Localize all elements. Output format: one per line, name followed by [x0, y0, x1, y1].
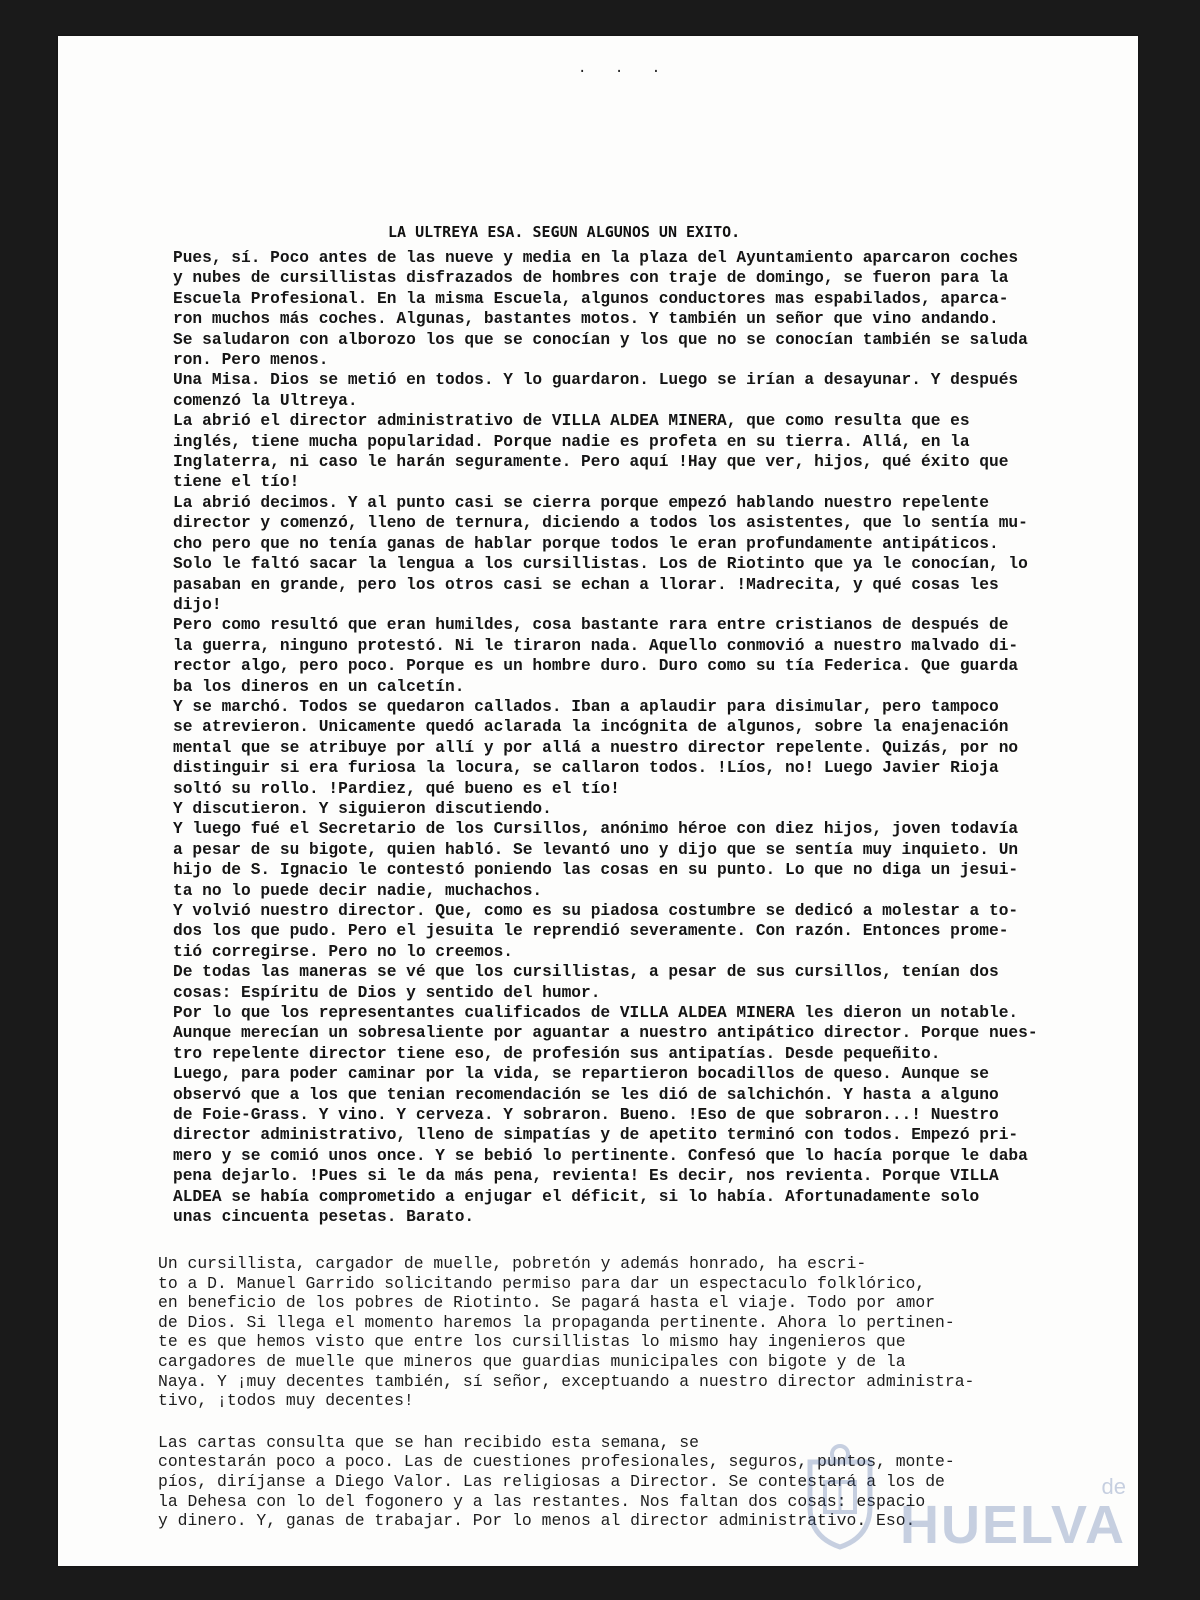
text-line: ta no lo puede decir nadie, muchachos.: [173, 881, 543, 900]
text-line: to a D. Manuel Garrido solicitando permiso para dar un espectaculo folklórico,: [158, 1273, 926, 1293]
text-line: Las cartas consulta que se han recibido esta semana, se: [158, 1432, 699, 1452]
archive-watermark: [790, 1442, 1126, 1555]
city-seal-icon: [790, 1442, 890, 1552]
text-line: tiene el tío!: [173, 473, 300, 492]
text-line: ba los dineros en un calcetín.: [173, 677, 465, 696]
text-line: comenzó la Ultreya.: [173, 391, 358, 410]
text-line: y nubes de cursillistas disfrazados de hombres con traje de domingo, se fueron para la: [173, 269, 1009, 288]
text-line: a pesar de su bigote, quien habló. Se levantó uno y dijo que se sentía muy inquieto. Un: [173, 840, 1019, 859]
text-line: Luego, para poder caminar por la vida, se repartieron bocadillos de queso. Aunque se: [173, 1065, 989, 1084]
watermark-small-text: de: [1101, 1474, 1126, 1499]
text-line: ron. Pero menos.: [173, 351, 329, 370]
text-line: de Foie-Grass. Y vino. Y cerveza. Y sobraron. Bueno. !Eso de que sobraron...! Nuestro: [173, 1106, 999, 1125]
text-line: hijo de S. Ignacio le contestó poniendo las cosas en su punto. Lo que no diga un jesui-: [173, 861, 1019, 880]
text-line: La abrió decimos. Y al punto casi se cierra porque empezó hablando nuestro repelente: [173, 493, 989, 512]
text-line: Pues, sí. Poco antes de las nueve y media en la plaza del Ayuntamiento aparcaron coches: [173, 249, 1019, 267]
paragraph: [173, 370, 1123, 411]
text-line: Solo le faltó sacar la lengua a los cursillistas. Los de Riotinto que ya le conocían, lo: [173, 555, 1028, 574]
text-line: Naya. Y ¡muy decentes también, sí señor, exceptuando a nuestro director administra-: [158, 1371, 975, 1391]
text-line: director y comenzó, lleno de ternura, diciendo a todos los asistentes, que lo sentía mu-: [173, 514, 1028, 533]
text-line: soltó su rollo. !Pardiez, qué bueno es el tío!: [173, 779, 620, 798]
text-line: Escuela Profesional. En la misma Escuela, algunos conductores mas espabilados, aparca-: [173, 289, 1009, 308]
text-line: cargadores de muelle que mineros que guardias municipales con bigote y de la: [158, 1351, 906, 1371]
text-line: De todas las maneras se vé que los cursillistas, a pesar de sus cursillos, tenían dos: [173, 963, 999, 982]
text-line: te es que hemos visto que entre los cursillistas lo mismo hay ingenieros que: [158, 1332, 906, 1352]
watermark-big-text: HUELVA: [900, 1495, 1126, 1555]
text-line: mental que se atribuye por allí y por allá a nuestro director repelente. Quizás, por no: [173, 738, 1019, 757]
text-line: pena dejarlo. !Pues si le da más pena, revienta! Es decir, nos revienta. Porque VILLA: [173, 1167, 999, 1186]
text-line: pasaban en grande, pero los otros casi se echan a llorar. !Madrecita, y qué cosas les: [173, 575, 999, 594]
text-line: Y discutieron. Y siguieron discutiendo.: [173, 799, 552, 818]
text-line: cosas: Espíritu de Dios y sentido del humor.: [173, 983, 601, 1002]
text-line: Pero como resultó que eran humildes, cosa bastante rara entre cristianos de después de: [173, 616, 1009, 635]
text-line: dos los que pudo. Pero el jesuita le reprendió severamente. Con razón. Entonces prome-: [173, 922, 1009, 941]
text-line: observó que a los que tenian recomendación se les dió de salchichón. Y hasta a alguno: [173, 1085, 999, 1104]
main-body: [173, 248, 1123, 1228]
text-line: mero y se comió unos once. Y se bebió lo pertinente. Confesó que lo hacía porque le daba: [173, 1146, 1028, 1165]
text-line: píos, diríjanse a Diego Valor. Las religiosas a Director. Se contestará a los de: [158, 1471, 945, 1491]
text-line: Y volvió nuestro director. Que, como es su piadosa costumbre se dedicó a molestar a to-: [173, 902, 1019, 920]
text-line: contestarán poco a poco. Las de cuestiones profesionales, seguros, puntos, monte-: [158, 1452, 955, 1472]
document-sheet: [58, 36, 1138, 1566]
text-line: y dinero. Y, ganas de trabajar. Por lo menos al director administrativo. Eso.: [158, 1511, 916, 1531]
text-line: La abrió el director administrativo de VILLA ALDEA MINERA, que como resulta que es: [173, 412, 970, 431]
text-line: la guerra, ninguno protestó. Ni le tiraron nada. Aquello conmovió a nuestro malvado di-: [173, 636, 1019, 655]
text-line: rector algo, pero poco. Porque es un hombre duro. Duro como su tía Federica. Que guarda: [173, 657, 1019, 676]
text-line: Aunque merecían un sobresaliente por aguantar a nuestro antipático director. Porque nues-: [173, 1024, 1038, 1043]
text-line: director administrativo, lleno de simpatías y de apetito terminó con todos. Empezó pri-: [173, 1126, 1019, 1145]
text-line: se atrevieron. Unicamente quedó aclarada la incógnita de algunos, sobre la enajenación: [173, 718, 1009, 737]
text-line: cho pero que no tenía ganas de hablar porque todos le eran profundamente antipáticos.: [173, 534, 999, 553]
text-line: Y luego fué el Secretario de los Cursillos, anónimo héroe con diez hijos, joven todavía: [173, 820, 1019, 839]
document-title: LA ULTREYA ESA. SEGUN ALGUNOS UN EXITO.: [388, 223, 741, 241]
text-line: ALDEA se había comprometido a enjugar el déficit, si lo había. Afortunadamente solo: [173, 1187, 980, 1206]
paragraph: [173, 411, 1123, 493]
paragraph-gap: [158, 1411, 1118, 1433]
paragraph: [173, 615, 1123, 1227]
text-line: tro repelente director tiene eso, de profesión sus antipatías. Desde pequeñito.: [173, 1044, 941, 1063]
text-line: Un cursillista, cargador de muelle, pobretón y además honrado, ha escri-: [158, 1254, 867, 1273]
text-line: en beneficio de los pobres de Riotinto. Se pagará hasta el viaje. Todo por amor: [158, 1293, 936, 1313]
text-line: ron muchos más coches. Algunas, bastantes motos. Y también un señor que vino andando.: [173, 310, 999, 329]
text-line: Una Misa. Dios se metió en todos. Y lo guardaron. Luego se irían a desayunar. Y después: [173, 371, 1019, 390]
text-line: la Dehesa con lo del fogonero y a las restantes. Nos faltan dos cosas: espacio: [158, 1491, 926, 1511]
text-line: tió corregirse. Pero no lo creemos.: [173, 942, 513, 961]
text-line: Y se marchó. Todos se quedaron callados. Iban a aplaudir para disimular, pero tampoco: [173, 697, 999, 716]
paragraph: [173, 248, 1123, 370]
paragraph: [158, 1254, 1118, 1411]
text-line: Inglaterra, ni caso le harán seguramente. Pero aquí !Hay que ver, hijos, qué éxito que: [173, 453, 1009, 472]
text-line: inglés, tiene mucha popularidad. Porque nadie es profeta en su tierra. Allá, en la: [173, 432, 970, 451]
text-line: de Dios. Si llega el momento haremos la propaganda pertinente. Ahora lo pertinen-: [158, 1312, 955, 1332]
text-line: Por lo que los representantes cualificados de VILLA ALDEA MINERA les dieron un notable.: [173, 1004, 1019, 1023]
text-line: Se saludaron con alborozo los que se conocían y los que no se conocían también se saluda: [173, 330, 1028, 349]
text-line: tivo, ¡todos muy decentes!: [158, 1391, 414, 1411]
text-line: dijo!: [173, 595, 222, 614]
page-marks: · · ·: [578, 64, 671, 80]
paragraph: [173, 493, 1123, 615]
text-line: unas cincuenta pesetas. Barato.: [173, 1208, 475, 1227]
text-line: distinguir si era furiosa la locura, se callaron todos. !Líos, no! Luego Javier Rioja: [173, 759, 999, 778]
